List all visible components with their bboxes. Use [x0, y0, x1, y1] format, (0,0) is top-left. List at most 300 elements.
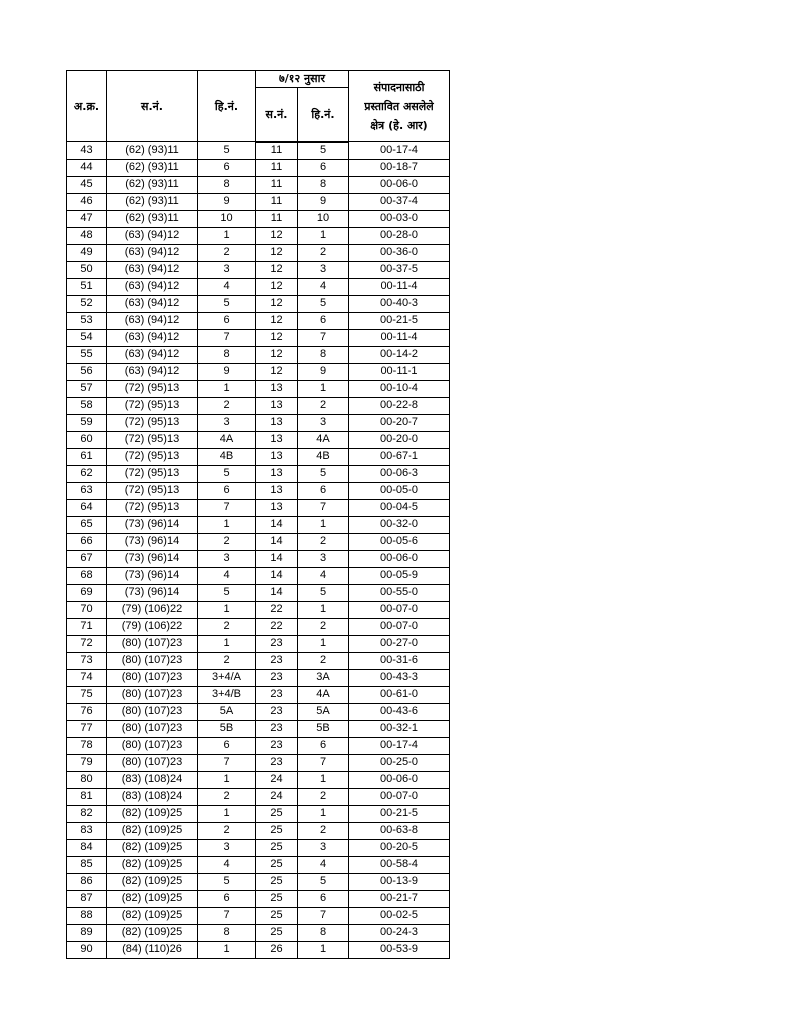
cell-sub-hissa-no: 7	[298, 907, 349, 924]
header-proposed-area	[349, 71, 450, 142]
cell-sub-survey-no: 13	[256, 499, 298, 516]
cell-sub-survey-no: 12	[256, 244, 298, 261]
table-row	[67, 618, 450, 635]
cell-sub-hissa-no: 2	[298, 533, 349, 550]
cell-sub-survey-no: 12	[256, 295, 298, 312]
cell-sub-hissa-no: 4	[298, 278, 349, 295]
cell-sub-survey-no: 25	[256, 856, 298, 873]
cell-survey-no: (82) (109)25	[107, 873, 198, 890]
cell-serial-no: 61	[67, 448, 107, 465]
cell-hissa-no: 1	[198, 941, 256, 958]
table-row	[67, 516, 450, 533]
cell-sub-hissa-no: 3	[298, 261, 349, 278]
cell-serial-no: 68	[67, 567, 107, 584]
table-row	[67, 686, 450, 703]
table-row	[67, 346, 450, 363]
table-row	[67, 227, 450, 244]
cell-sub-survey-no: 25	[256, 839, 298, 856]
cell-sub-hissa-no: 9	[298, 363, 349, 380]
cell-sub-hissa-no: 2	[298, 822, 349, 839]
cell-survey-no: (62) (93)11	[107, 142, 198, 160]
cell-hissa-no: 3	[198, 550, 256, 567]
cell-sub-survey-no: 13	[256, 482, 298, 499]
cell-serial-no: 52	[67, 295, 107, 312]
table-row	[67, 754, 450, 771]
cell-sub-hissa-no: 6	[298, 312, 349, 329]
cell-hissa-no: 2	[198, 822, 256, 839]
cell-serial-no: 75	[67, 686, 107, 703]
cell-area: 00-37-5	[349, 261, 450, 278]
table-row	[67, 499, 450, 516]
cell-survey-no: (72) (95)13	[107, 431, 198, 448]
cell-area: 00-24-3	[349, 924, 450, 941]
cell-area: 00-40-3	[349, 295, 450, 312]
table-row	[67, 414, 450, 431]
cell-area: 00-20-7	[349, 414, 450, 431]
table-row	[67, 873, 450, 890]
cell-area: 00-04-5	[349, 499, 450, 516]
cell-survey-no: (73) (96)14	[107, 567, 198, 584]
cell-area: 00-32-1	[349, 720, 450, 737]
table-body	[67, 142, 450, 959]
cell-area: 00-05-6	[349, 533, 450, 550]
table-row	[67, 312, 450, 329]
cell-survey-no: (80) (107)23	[107, 652, 198, 669]
table-row	[67, 431, 450, 448]
table-row	[67, 261, 450, 278]
cell-sub-survey-no: 14	[256, 533, 298, 550]
cell-sub-survey-no: 11	[256, 142, 298, 160]
cell-hissa-no: 7	[198, 907, 256, 924]
cell-survey-no: (73) (96)14	[107, 550, 198, 567]
cell-sub-hissa-no: 3	[298, 414, 349, 431]
cell-sub-survey-no: 23	[256, 652, 298, 669]
table-row	[67, 635, 450, 652]
cell-sub-survey-no: 22	[256, 618, 298, 635]
table-row	[67, 278, 450, 295]
cell-hissa-no: 5	[198, 465, 256, 482]
cell-area: 00-05-0	[349, 482, 450, 499]
cell-sub-survey-no: 13	[256, 431, 298, 448]
cell-survey-no: (72) (95)13	[107, 482, 198, 499]
cell-sub-hissa-no: 5A	[298, 703, 349, 720]
cell-serial-no: 73	[67, 652, 107, 669]
cell-survey-no: (72) (95)13	[107, 448, 198, 465]
cell-sub-survey-no: 14	[256, 567, 298, 584]
cell-hissa-no: 9	[198, 363, 256, 380]
cell-sub-hissa-no: 3	[298, 550, 349, 567]
cell-area: 00-36-0	[349, 244, 450, 261]
cell-hissa-no: 7	[198, 754, 256, 771]
cell-survey-no: (63) (94)12	[107, 346, 198, 363]
cell-sub-hissa-no: 5	[298, 873, 349, 890]
cell-serial-no: 64	[67, 499, 107, 516]
cell-serial-no: 72	[67, 635, 107, 652]
cell-area: 00-55-0	[349, 584, 450, 601]
cell-survey-no: (80) (107)23	[107, 669, 198, 686]
cell-hissa-no: 4	[198, 278, 256, 295]
cell-sub-hissa-no: 9	[298, 193, 349, 210]
cell-area: 00-20-5	[349, 839, 450, 856]
cell-area: 00-31-6	[349, 652, 450, 669]
cell-area: 00-21-7	[349, 890, 450, 907]
cell-sub-hissa-no: 1	[298, 601, 349, 618]
header-area-line-1: संपादनासाठी	[373, 80, 425, 94]
cell-sub-hissa-no: 1	[298, 227, 349, 244]
cell-sub-survey-no: 12	[256, 312, 298, 329]
cell-hissa-no: 2	[198, 244, 256, 261]
cell-sub-survey-no: 23	[256, 669, 298, 686]
cell-serial-no: 78	[67, 737, 107, 754]
cell-survey-no: (72) (95)13	[107, 397, 198, 414]
cell-hissa-no: 8	[198, 346, 256, 363]
cell-hissa-no: 3	[198, 839, 256, 856]
cell-survey-no: (82) (109)25	[107, 856, 198, 873]
cell-sub-survey-no: 11	[256, 159, 298, 176]
cell-hissa-no: 8	[198, 924, 256, 941]
cell-sub-hissa-no: 5	[298, 295, 349, 312]
cell-sub-hissa-no: 7	[298, 754, 349, 771]
header-serial-no: अ.क्र.	[67, 71, 107, 142]
cell-area: 00-10-4	[349, 380, 450, 397]
cell-survey-no: (73) (96)14	[107, 584, 198, 601]
cell-serial-no: 70	[67, 601, 107, 618]
cell-survey-no: (82) (109)25	[107, 924, 198, 941]
cell-hissa-no: 6	[198, 159, 256, 176]
cell-survey-no: (80) (107)23	[107, 703, 198, 720]
cell-survey-no: (73) (96)14	[107, 533, 198, 550]
cell-serial-no: 57	[67, 380, 107, 397]
cell-sub-hissa-no: 6	[298, 737, 349, 754]
cell-sub-survey-no: 13	[256, 397, 298, 414]
table-row	[67, 380, 450, 397]
table-row	[67, 193, 450, 210]
table-row	[67, 856, 450, 873]
cell-hissa-no: 4B	[198, 448, 256, 465]
cell-survey-no: (72) (95)13	[107, 465, 198, 482]
cell-area: 00-11-1	[349, 363, 450, 380]
cell-area: 00-06-0	[349, 771, 450, 788]
cell-area: 00-63-8	[349, 822, 450, 839]
cell-area: 00-11-4	[349, 278, 450, 295]
cell-serial-no: 86	[67, 873, 107, 890]
cell-hissa-no: 2	[198, 533, 256, 550]
table-row	[67, 397, 450, 414]
cell-sub-survey-no: 13	[256, 448, 298, 465]
cell-hissa-no: 1	[198, 805, 256, 822]
cell-survey-no: (80) (107)23	[107, 686, 198, 703]
cell-sub-survey-no: 25	[256, 873, 298, 890]
cell-serial-no: 45	[67, 176, 107, 193]
table-row	[67, 941, 450, 958]
cell-area: 00-02-5	[349, 907, 450, 924]
cell-survey-no: (62) (93)11	[107, 193, 198, 210]
table-row	[67, 244, 450, 261]
cell-survey-no: (82) (109)25	[107, 839, 198, 856]
cell-serial-no: 55	[67, 346, 107, 363]
cell-hissa-no: 9	[198, 193, 256, 210]
cell-sub-hissa-no: 7	[298, 329, 349, 346]
cell-serial-no: 85	[67, 856, 107, 873]
cell-area: 00-05-9	[349, 567, 450, 584]
cell-serial-no: 74	[67, 669, 107, 686]
cell-sub-survey-no: 12	[256, 329, 298, 346]
cell-serial-no: 56	[67, 363, 107, 380]
table-row	[67, 669, 450, 686]
cell-hissa-no: 4	[198, 567, 256, 584]
cell-sub-hissa-no: 5	[298, 465, 349, 482]
cell-survey-no: (83) (108)24	[107, 788, 198, 805]
cell-survey-no: (63) (94)12	[107, 329, 198, 346]
cell-survey-no: (80) (107)23	[107, 635, 198, 652]
cell-serial-no: 90	[67, 941, 107, 958]
cell-survey-no: (79) (106)22	[107, 601, 198, 618]
cell-sub-hissa-no: 2	[298, 788, 349, 805]
cell-serial-no: 69	[67, 584, 107, 601]
cell-serial-no: 60	[67, 431, 107, 448]
cell-survey-no: (73) (96)14	[107, 516, 198, 533]
table-row	[67, 601, 450, 618]
cell-sub-hissa-no: 5B	[298, 720, 349, 737]
cell-serial-no: 80	[67, 771, 107, 788]
table-row	[67, 329, 450, 346]
cell-serial-no: 59	[67, 414, 107, 431]
cell-serial-no: 81	[67, 788, 107, 805]
cell-hissa-no: 5B	[198, 720, 256, 737]
header-sub-survey-no: स.नं.	[256, 88, 298, 142]
cell-sub-survey-no: 14	[256, 516, 298, 533]
cell-hissa-no: 6	[198, 312, 256, 329]
cell-survey-no: (82) (109)25	[107, 907, 198, 924]
cell-sub-hissa-no: 4	[298, 567, 349, 584]
cell-hissa-no: 1	[198, 635, 256, 652]
cell-sub-hissa-no: 1	[298, 635, 349, 652]
cell-area: 00-18-7	[349, 159, 450, 176]
cell-survey-no: (72) (95)13	[107, 414, 198, 431]
cell-area: 00-07-0	[349, 618, 450, 635]
cell-serial-no: 89	[67, 924, 107, 941]
cell-serial-no: 49	[67, 244, 107, 261]
cell-hissa-no: 3+4/A	[198, 669, 256, 686]
cell-survey-no: (72) (95)13	[107, 380, 198, 397]
cell-sub-survey-no: 13	[256, 380, 298, 397]
cell-sub-survey-no: 12	[256, 363, 298, 380]
cell-sub-survey-no: 24	[256, 788, 298, 805]
cell-hissa-no: 3	[198, 261, 256, 278]
cell-area: 00-06-0	[349, 550, 450, 567]
cell-serial-no: 79	[67, 754, 107, 771]
cell-area: 00-11-4	[349, 329, 450, 346]
table-row	[67, 363, 450, 380]
cell-area: 00-43-6	[349, 703, 450, 720]
cell-serial-no: 66	[67, 533, 107, 550]
cell-hissa-no: 5	[198, 873, 256, 890]
table-row	[67, 176, 450, 193]
header-sub-hissa-no: हि.नं.	[298, 88, 349, 142]
cell-area: 00-13-9	[349, 873, 450, 890]
cell-serial-no: 76	[67, 703, 107, 720]
cell-hissa-no: 5	[198, 142, 256, 160]
cell-survey-no: (63) (94)12	[107, 363, 198, 380]
table-row	[67, 703, 450, 720]
cell-hissa-no: 1	[198, 227, 256, 244]
cell-sub-hissa-no: 5	[298, 584, 349, 601]
cell-sub-hissa-no: 1	[298, 380, 349, 397]
table-row	[67, 142, 450, 160]
table-row	[67, 924, 450, 941]
cell-sub-survey-no: 11	[256, 176, 298, 193]
cell-sub-hissa-no: 4	[298, 856, 349, 873]
land-acquisition-table	[66, 70, 450, 959]
cell-area: 00-06-0	[349, 176, 450, 193]
cell-hissa-no: 4	[198, 856, 256, 873]
cell-sub-hissa-no: 8	[298, 176, 349, 193]
cell-area: 00-27-0	[349, 635, 450, 652]
cell-area: 00-61-0	[349, 686, 450, 703]
cell-area: 00-07-0	[349, 601, 450, 618]
cell-sub-hissa-no: 3	[298, 839, 349, 856]
cell-sub-hissa-no: 1	[298, 941, 349, 958]
cell-hissa-no: 5	[198, 584, 256, 601]
cell-sub-survey-no: 12	[256, 261, 298, 278]
cell-survey-no: (83) (108)24	[107, 771, 198, 788]
cell-area: 00-17-4	[349, 737, 450, 754]
cell-sub-survey-no: 12	[256, 278, 298, 295]
cell-area: 00-67-1	[349, 448, 450, 465]
cell-survey-no: (63) (94)12	[107, 261, 198, 278]
cell-sub-hissa-no: 6	[298, 482, 349, 499]
table-row	[67, 567, 450, 584]
cell-sub-survey-no: 25	[256, 924, 298, 941]
cell-serial-no: 87	[67, 890, 107, 907]
cell-sub-hissa-no: 4A	[298, 431, 349, 448]
table-row	[67, 465, 450, 482]
cell-survey-no: (63) (94)12	[107, 312, 198, 329]
cell-hissa-no: 5A	[198, 703, 256, 720]
cell-sub-survey-no: 25	[256, 822, 298, 839]
cell-sub-hissa-no: 8	[298, 346, 349, 363]
cell-area: 00-20-0	[349, 431, 450, 448]
cell-sub-survey-no: 11	[256, 210, 298, 227]
table-row	[67, 890, 450, 907]
cell-sub-hissa-no: 1	[298, 771, 349, 788]
cell-sub-survey-no: 24	[256, 771, 298, 788]
table-row	[67, 295, 450, 312]
cell-serial-no: 51	[67, 278, 107, 295]
cell-sub-hissa-no: 3A	[298, 669, 349, 686]
cell-survey-no: (62) (93)11	[107, 176, 198, 193]
cell-survey-no: (63) (94)12	[107, 244, 198, 261]
cell-sub-hissa-no: 1	[298, 516, 349, 533]
cell-sub-hissa-no: 4B	[298, 448, 349, 465]
cell-area: 00-32-0	[349, 516, 450, 533]
cell-sub-hissa-no: 5	[298, 142, 349, 160]
cell-sub-hissa-no: 10	[298, 210, 349, 227]
cell-hissa-no: 2	[198, 397, 256, 414]
cell-sub-survey-no: 26	[256, 941, 298, 958]
cell-area: 00-21-5	[349, 805, 450, 822]
cell-sub-hissa-no: 2	[298, 652, 349, 669]
cell-hissa-no: 1	[198, 516, 256, 533]
table-row	[67, 720, 450, 737]
cell-serial-no: 77	[67, 720, 107, 737]
cell-serial-no: 44	[67, 159, 107, 176]
table-row	[67, 907, 450, 924]
cell-sub-survey-no: 23	[256, 720, 298, 737]
table-row	[67, 805, 450, 822]
cell-hissa-no: 2	[198, 652, 256, 669]
table-row	[67, 533, 450, 550]
cell-sub-hissa-no: 2	[298, 397, 349, 414]
cell-serial-no: 62	[67, 465, 107, 482]
cell-sub-survey-no: 23	[256, 754, 298, 771]
cell-hissa-no: 6	[198, 482, 256, 499]
cell-sub-survey-no: 11	[256, 193, 298, 210]
cell-survey-no: (63) (94)12	[107, 295, 198, 312]
cell-sub-survey-no: 12	[256, 346, 298, 363]
cell-survey-no: (80) (107)23	[107, 737, 198, 754]
cell-survey-no: (62) (93)11	[107, 210, 198, 227]
cell-serial-no: 63	[67, 482, 107, 499]
cell-hissa-no: 1	[198, 380, 256, 397]
cell-area: 00-22-8	[349, 397, 450, 414]
table-row	[67, 771, 450, 788]
cell-hissa-no: 2	[198, 788, 256, 805]
cell-hissa-no: 1	[198, 771, 256, 788]
cell-serial-no: 88	[67, 907, 107, 924]
header-area-line-2: प्रस्तावित असलेले	[364, 99, 434, 113]
cell-area: 00-53-9	[349, 941, 450, 958]
cell-area: 00-21-5	[349, 312, 450, 329]
cell-sub-survey-no: 14	[256, 550, 298, 567]
cell-sub-hissa-no: 1	[298, 805, 349, 822]
table-row	[67, 550, 450, 567]
cell-serial-no: 50	[67, 261, 107, 278]
cell-serial-no: 82	[67, 805, 107, 822]
cell-sub-survey-no: 23	[256, 737, 298, 754]
cell-sub-survey-no: 25	[256, 805, 298, 822]
table-row	[67, 584, 450, 601]
cell-survey-no: (79) (106)22	[107, 618, 198, 635]
cell-hissa-no: 3	[198, 414, 256, 431]
cell-sub-survey-no: 13	[256, 414, 298, 431]
cell-hissa-no: 3+4/B	[198, 686, 256, 703]
cell-area: 00-28-0	[349, 227, 450, 244]
cell-serial-no: 46	[67, 193, 107, 210]
cell-hissa-no: 4A	[198, 431, 256, 448]
cell-sub-survey-no: 25	[256, 907, 298, 924]
header-hissa-no: हि.नं.	[198, 71, 256, 142]
table-row	[67, 448, 450, 465]
cell-serial-no: 43	[67, 142, 107, 160]
cell-sub-survey-no: 23	[256, 686, 298, 703]
cell-hissa-no: 5	[198, 295, 256, 312]
table-row	[67, 839, 450, 856]
header-survey-no: स.नं.	[107, 71, 198, 142]
cell-serial-no: 71	[67, 618, 107, 635]
cell-survey-no: (62) (93)11	[107, 159, 198, 176]
cell-sub-hissa-no: 4A	[298, 686, 349, 703]
cell-hissa-no: 2	[198, 618, 256, 635]
cell-survey-no: (80) (107)23	[107, 754, 198, 771]
table-row	[67, 737, 450, 754]
cell-hissa-no: 10	[198, 210, 256, 227]
table-row	[67, 652, 450, 669]
cell-sub-hissa-no: 6	[298, 159, 349, 176]
cell-area: 00-14-2	[349, 346, 450, 363]
cell-survey-no: (63) (94)12	[107, 278, 198, 295]
table-row	[67, 159, 450, 176]
